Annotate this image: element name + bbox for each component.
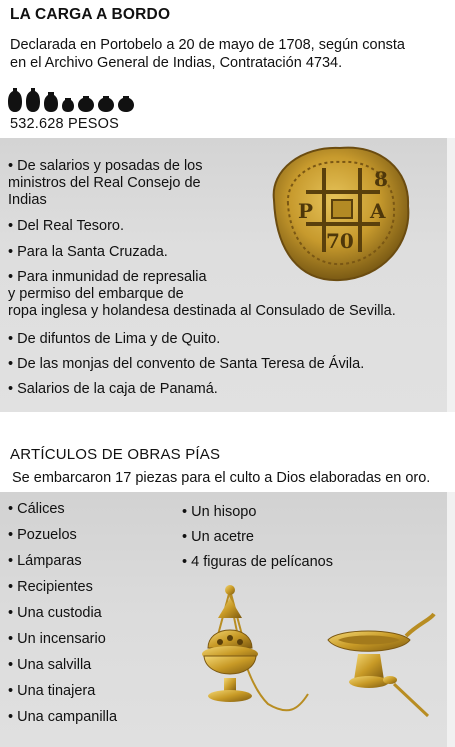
tall-jar-icon: [8, 88, 22, 112]
pious-item: • Un hisopo: [182, 504, 257, 520]
cargo-list-panel: [0, 138, 455, 412]
pious-item: • Una salvilla: [8, 657, 92, 673]
cargo-item: • Del Real Tesoro.: [8, 218, 125, 234]
total-amount: 532.628 PESOS: [10, 116, 120, 132]
coin-letter-right: A: [370, 199, 386, 223]
coin-letter-left: P: [298, 199, 314, 223]
pious-item: • Una tinajera: [8, 683, 96, 699]
jar-icon: [44, 92, 58, 112]
pious-subtitle: Se embarcaron 17 piezas para el culto a Dios elaboradas en oro.: [12, 470, 431, 486]
pious-item: • Pozuelos: [8, 527, 77, 543]
cargo-item: • Salarios de la caja de Panamá.: [8, 381, 218, 397]
intro-text: [10, 36, 430, 72]
pious-item: • Una campanilla: [8, 709, 118, 725]
coin-date: 70: [326, 229, 354, 253]
pious-items-panel: [0, 492, 455, 747]
tall-jar-icon: [26, 88, 40, 112]
coin-letter-top: 8: [374, 167, 388, 191]
intro-line-1: Declarada en Portobelo a 20 de mayo de 1708, según consta: [10, 37, 405, 53]
intro-line-2: en el Archivo General de Indias, Contratación 4734.: [10, 55, 343, 71]
pious-item: • Cálices: [8, 501, 65, 517]
pious-item: • 4 figuras de pelícanos: [182, 554, 333, 570]
round-pot-icon: [118, 96, 134, 112]
pious-item: • Lámparas: [8, 553, 82, 569]
round-pot-icon: [98, 96, 114, 112]
round-pot-icon: [78, 96, 94, 112]
cargo-item: • De difuntos de Lima y de Quito.: [8, 331, 221, 347]
pious-item: • Un incensario: [8, 631, 106, 647]
cargo-item: • De las monjas del convento de Santa Teresa de Ávila.: [8, 356, 365, 372]
cargo-item: • De salarios y posadas de los ministros del Real Consejo de Indias: [8, 158, 203, 208]
cargo-item: • Para inmunidad de represalia y permiso del embarque de ropa inglesa y holandesa destinada al Consulado de Sevilla.: [8, 269, 396, 319]
small-pot-icon: [62, 98, 74, 112]
censer-image: [178, 584, 438, 734]
pious-item: • Una custodia: [8, 605, 102, 621]
vessel-icons: [8, 86, 134, 112]
section-title-pious: ARTÍCULOS DE OBRAS PÍAS: [10, 446, 221, 463]
cargo-item: • Para la Santa Cruzada.: [8, 244, 168, 260]
pious-item: • Un acetre: [182, 529, 254, 545]
gold-coin-image: [262, 140, 418, 286]
pious-item: • Recipientes: [8, 579, 93, 595]
section-title-cargo: LA CARGA A BORDO: [10, 6, 171, 23]
